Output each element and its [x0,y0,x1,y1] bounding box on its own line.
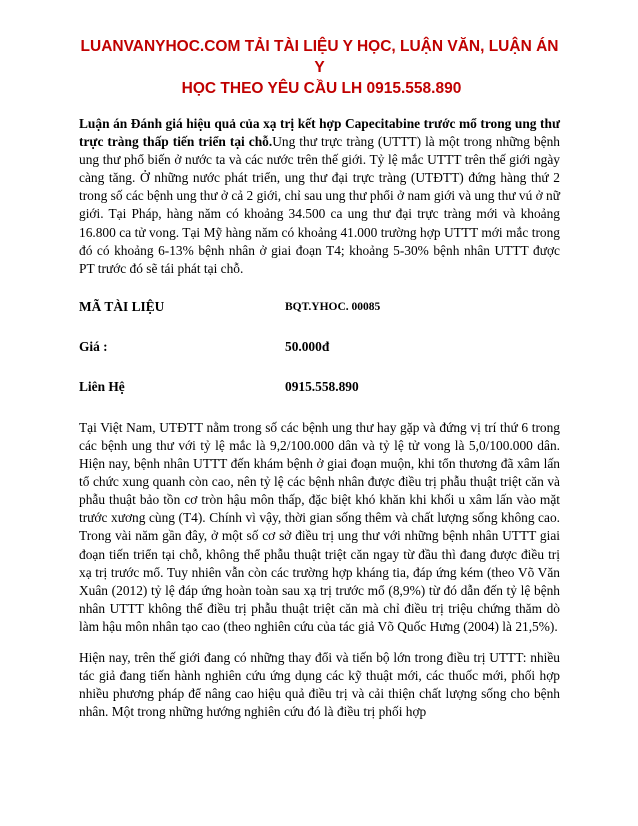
meta-row-contact [79,378,560,396]
intro-paragraph [79,115,560,278]
document-meta [79,298,560,396]
price-value: 50.000đ [285,338,330,354]
header-banner [79,0,560,99]
banner-line-1: LUANVANYHOC.COM TẢI TÀI LIỆU Y HỌC, LUẬN VĂN, LUẬN ÁN Y [80,38,559,76]
code-value: BQT.YHOC. 00085 [285,300,381,313]
meta-row-price [79,338,560,356]
price-label: Giá : [79,338,108,354]
contact-value: 0915.558.890 [285,378,359,394]
body-paragraph-2: Hiện nay, trên thế giới đang có những thay đổi và tiến bộ lớn trong điều trị UTTT: nhiều tác giả đang tiến hành nghiên cứu ứng dụng các kỹ thuật mới, các thuốc mới, phối hợp nhiều phương pháp để nâng cao hiệu quả điều trị và cải thiện chất lượng sống cho bệnh nhân. Một trong những hướng nghiên cứu đó là điều trị phối hợp [79,649,560,720]
banner-line-2: HỌC THEO YÊU CẦU LH 0915.558.890 [181,80,462,97]
contact-label: Liên Hệ [79,378,125,394]
thesis-title: Luận án Đánh giá hiệu quả của xạ trị kết hợp Capecitabine trước mổ trong ung thư trực tràng thấp tiến triển tại chỗ. [79,116,560,150]
meta-row-code [79,298,560,316]
code-label: MÃ TÀI LIỆU [79,298,165,314]
body-paragraph-1: Tại Việt Nam, UTĐTT nằm trong số các bệnh ung thư hay gặp và đứng vị trí thứ 6 trong các bệnh ung thư với tỷ lệ mắc là 9,2/100.000 dân và tỷ lệ tử vong là 5,0/100.000 dân. Hiện nay, bệnh nhân UTTT đến khám bệnh ở giai đoạn muộn, khi tổn thương đã xâm lấn tổ chức xung quanh còn cao, nên tỷ lệ các bệnh nhân được điều trị phẫu thuật triệt căn và phẫu thuật bảo tồn cơ tròn hậu môn thấp, đặc biệt khó khăn khi khối u xâm lấn vào mặt trước xương cùng (T4). Chính vì vậy, thời gian sống thêm và chất lượng sống không cao. Trong vài năm gần đây, ở một số cơ sở điều trị ung thư với những bệnh nhân UTTT giai đoạn tiến triển tại chỗ, không thể phẫu thuật triệt căn ngay từ đầu thì đang được điều trị xạ trị trước mổ. Tuy nhiên vẫn còn các trường hợp kháng tia, đáp ứng kém (theo Võ Văn Xuân (2012) tỷ lệ đáp ứng hoàn toàn sau xạ trị trước mổ (8,9%) từ đó dẫn đến tỷ lệ bệnh nhân UTTT không thể điều trị phẫu thuật triệt căn mà chỉ điều trị triệu chứng thăm dò làm hậu môn nhân tạo cao (theo nghiên cứu của tác giả Võ Quốc Hưng (2004) là 21,5%). [79,419,560,634]
intro-text: Ung thư trực tràng (UTTT) là một trong những bệnh ung thư phổ biến ở nước ta và các nước trên thế giới. Tỷ lệ mắc UTTT trên thế giới ngày càng tăng. Ở những nước phát triển, ung thư đại trực tràng (UTĐTT) đứng hàng thứ 2 trong số các bệnh ung thư ở cả 2 giới, chỉ sau ung thư phổi ở nam giới và ung thư vú ở nữ giới. Tại Pháp, hàng năm có khoảng 34.500 ca ung thư đại trực tràng mới và khoảng 16.800 ca tử vong. Tại Mỹ hàng năm có khoảng 41.000 trường hợp UTTT mới mắc trong đó có khoảng 6-13% bệnh nhân ở giai đoạn T4; khoảng 5-30% bệnh nhân UTTT được PT trước đó sẽ tái phát tại chỗ. [79,134,560,276]
